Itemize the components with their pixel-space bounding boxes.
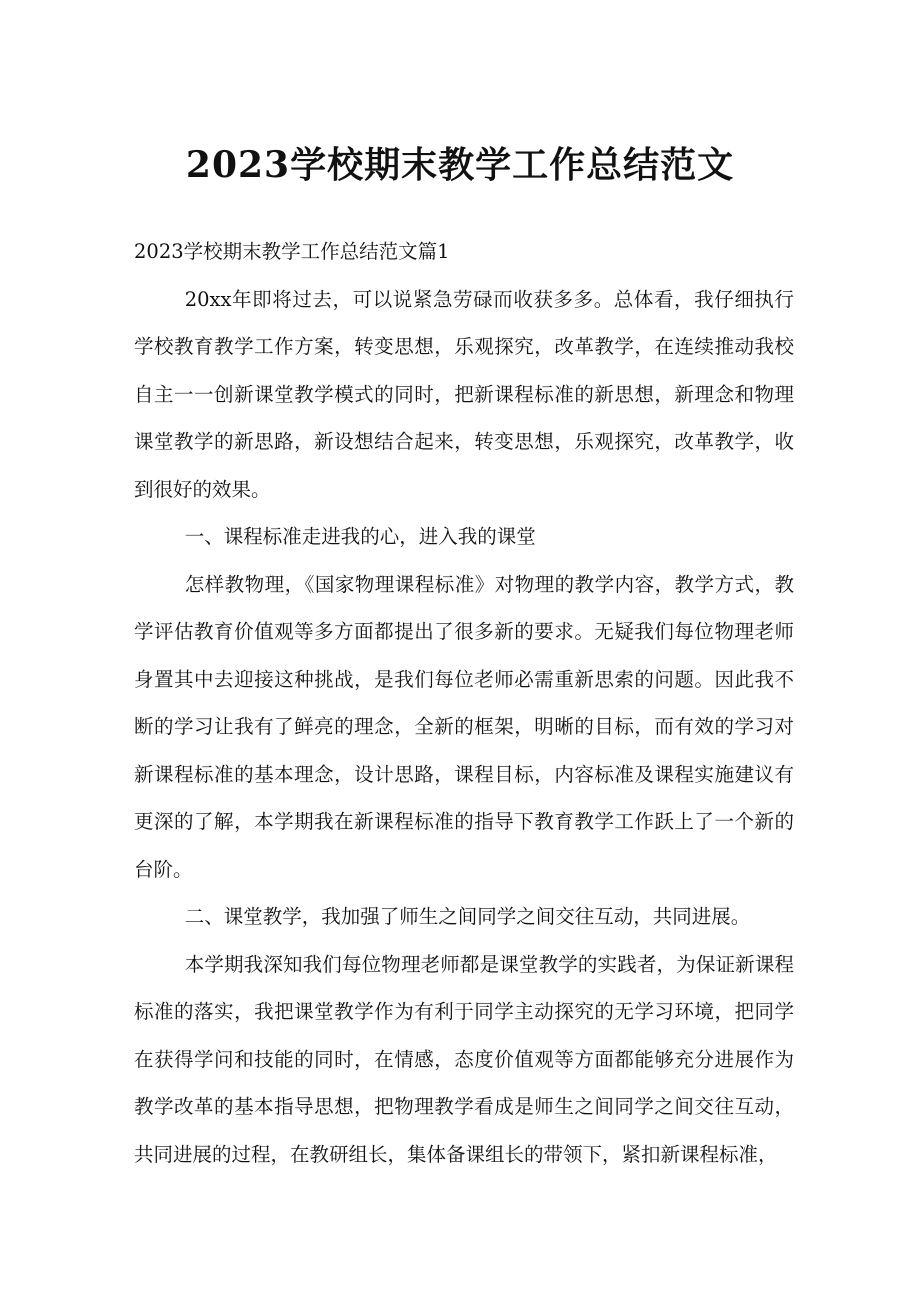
section-heading-2: 二、课堂教学，我加强了师生之间同学之间交往互动，共同进展。 bbox=[184, 905, 751, 928]
paragraph-curriculum: 怎样教物理，《国家物理课程标准》对物理的教学内容，教学方式，教学评估教育价值观等多方面都提出了很多新的要求。无疑我们每位物理老师身置其中去迎接这种挑战，是我们每位老师必需重新思索的问题。因此我不断的学习让我有了鲜亮的理念，全新的框架，明晰的目标，而有效的学习对新课程标准的基本理念，设计思路，课程目标，内容标准及课程实施建议有更深的了解，本学期我在新课程标准的指导下教育教学工作跃上了一个新的台阶。 bbox=[134, 572, 794, 881]
section-subtitle: 2023学校期末教学工作总结范文篇1 bbox=[134, 240, 450, 263]
section-heading-1: 一、课程标准走进我的心，进入我的课堂 bbox=[184, 525, 536, 548]
paragraph-classroom: 本学期我深知我们每位物理老师都是课堂教学的实践者，为保证新课程标准的落实，我把课堂教学作为有利于同学主动探究的无学习环境，把同学在获得学问和技能的同时，在情感，态度价值观等方面都能够充分进展作为教学改革的基本指导思想，把物理教学看成是师生之间同学之间交往互动，共同进展的过程，在教研组长，集体备课组长的带领下，紧扣新课程标准， bbox=[134, 952, 794, 1166]
paragraph-intro: 20xx年即将过去，可以说紧急劳碌而收获多多。总体看，我仔细执行学校教育教学工作方案，转变思想，乐观探究，改革教学，在连续推动我校自主一一创新课堂教学模式的同时，把新课程标准的新思想，新理念和物理课堂教学的新思路，新设想结合起来，转变思想，乐观探究，改革教学，收到很好的效果。 bbox=[134, 287, 794, 501]
document-title: 2023学校期末教学工作总结范文 bbox=[185, 144, 735, 186]
document-body bbox=[134, 228, 794, 1178]
